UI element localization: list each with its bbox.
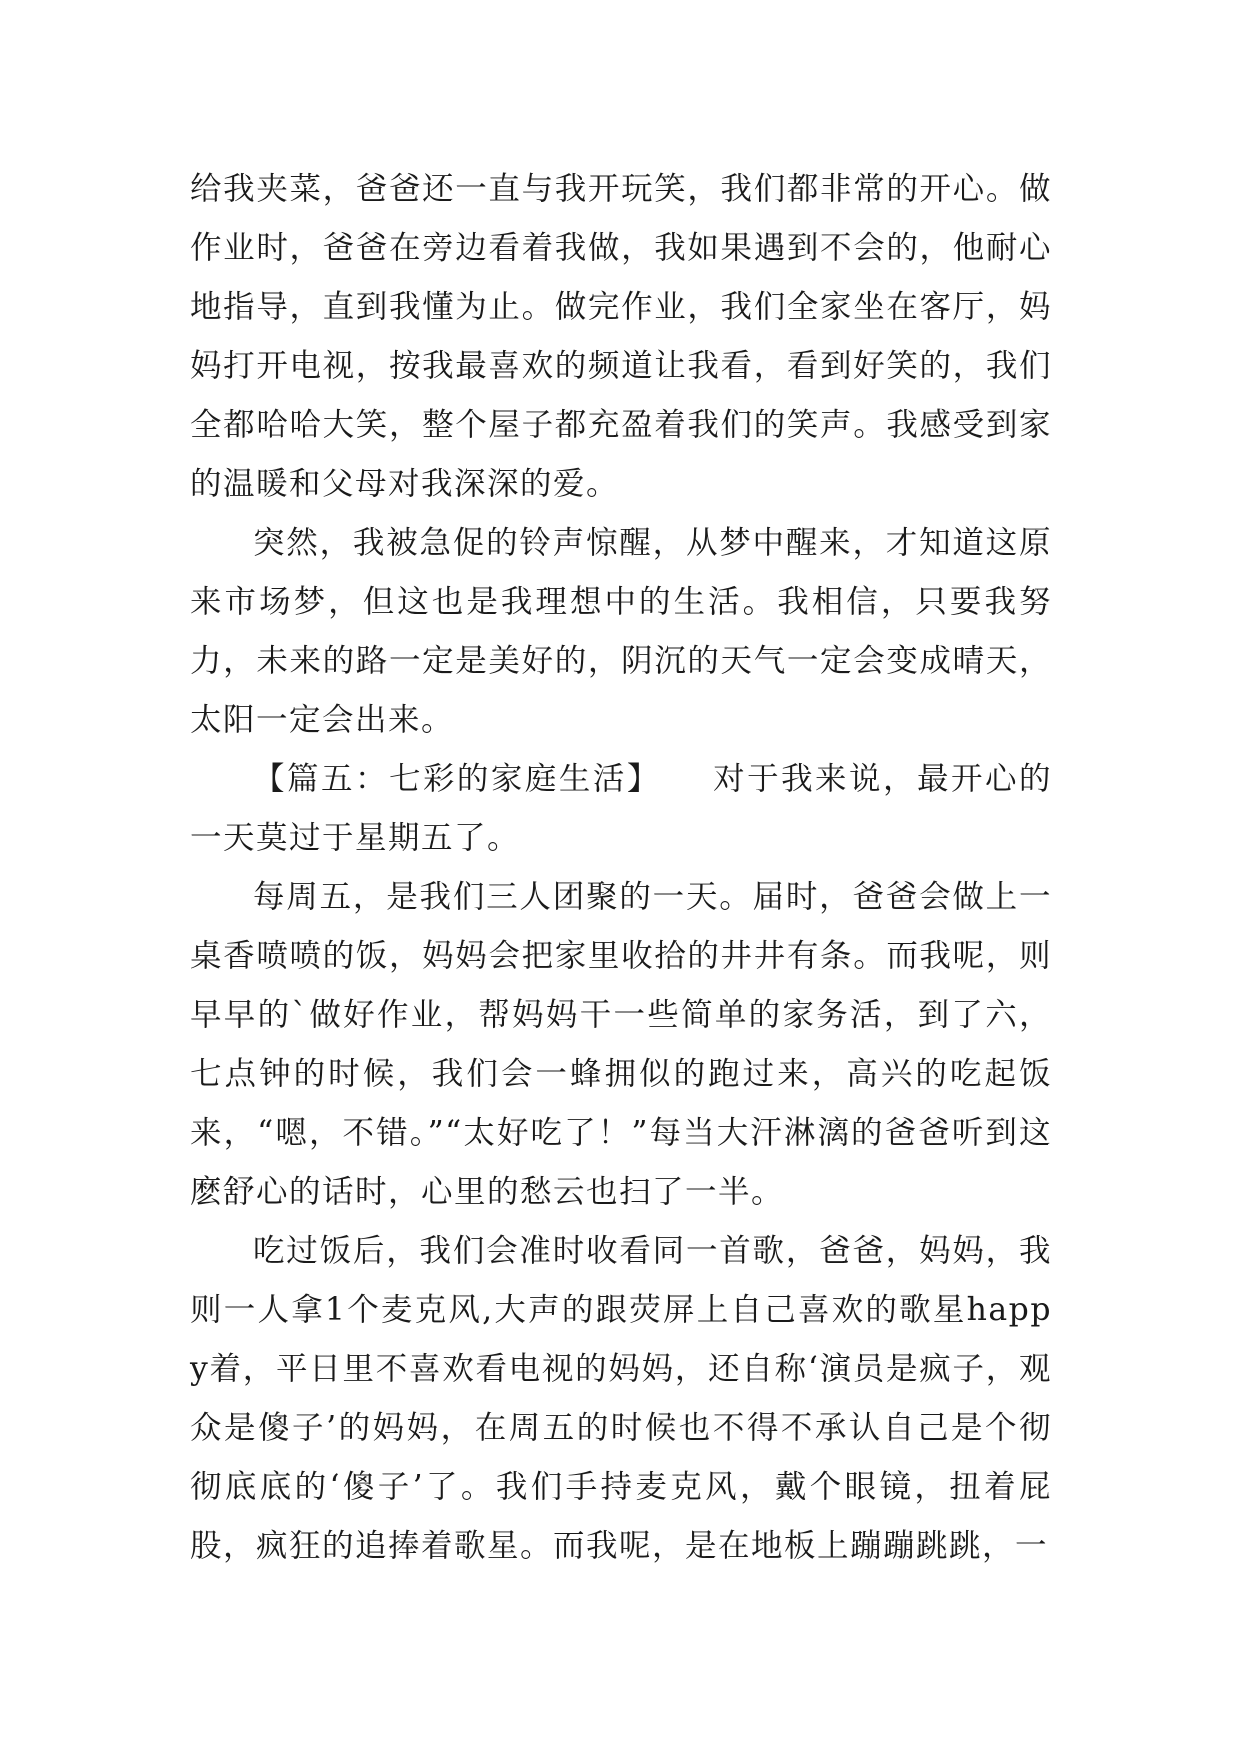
paragraph-2: 突然，我被急促的铃声惊醒，从梦中醒来，才知道这原来市场梦，但这也是我理想中的生活。我相信，只要我努力，未来的路一定是美好的，阴沉的天气一定会变成晴天，太阳一定会出来。 — [190, 525, 1052, 738]
paragraph-1: 给我夹菜，爸爸还一直与我开玩笑，我们都非常的开心。做作业时，爸爸在旁边看着我做，我如果遇到不会的，他耐心地指导，直到我懂为止。做完作业，我们全家坐在客厅，妈妈打开电视，按我最喜欢的频道让我看，看到好笑的，我们全都哈哈大笑，整个屋子都充盈着我们的笑声。我感受到家的温暖和父母对我深深的爱。 — [190, 171, 1052, 502]
paragraph-5: 吃过饭后，我们会准时收看同一首歌，爸爸，妈妈，我则一人拿1个麦克风,大声的跟荧屏上自己喜欢的歌星happy着，平日里不喜欢看电视的妈妈，还自称‘演员是疯子，观众是傻子’的妈妈，在周五的时候也不得不承认自己是个彻彻底底的‘傻子’了。我们手持麦克风，戴个眼镜，扭着屁股，疯狂的追捧着歌星。而我呢，是在地板上蹦蹦跳跳，一 — [190, 1233, 1052, 1564]
paragraph-4: 每周五，是我们三人团聚的一天。届时，爸爸会做上一桌香喷喷的饭，妈妈会把家里收拾的井井有条。而我呢，则早早的`做好作业，帮妈妈干一些简单的家务活，到了六，七点钟的时候，我们会一蜂拥似的跑过来，高兴的吃起饭来，“嗯，不错。”“太好吃了！”每当大汗淋漓的爸爸听到这麽舒心的话时，心里的愁云也扫了一半。 — [190, 879, 1052, 1210]
paragraph-3-section-heading: 【篇五：七彩的家庭生活】 对于我来说，最开心的一天莫过于星期五了。 — [190, 761, 1052, 856]
document-page — [190, 160, 1052, 1576]
